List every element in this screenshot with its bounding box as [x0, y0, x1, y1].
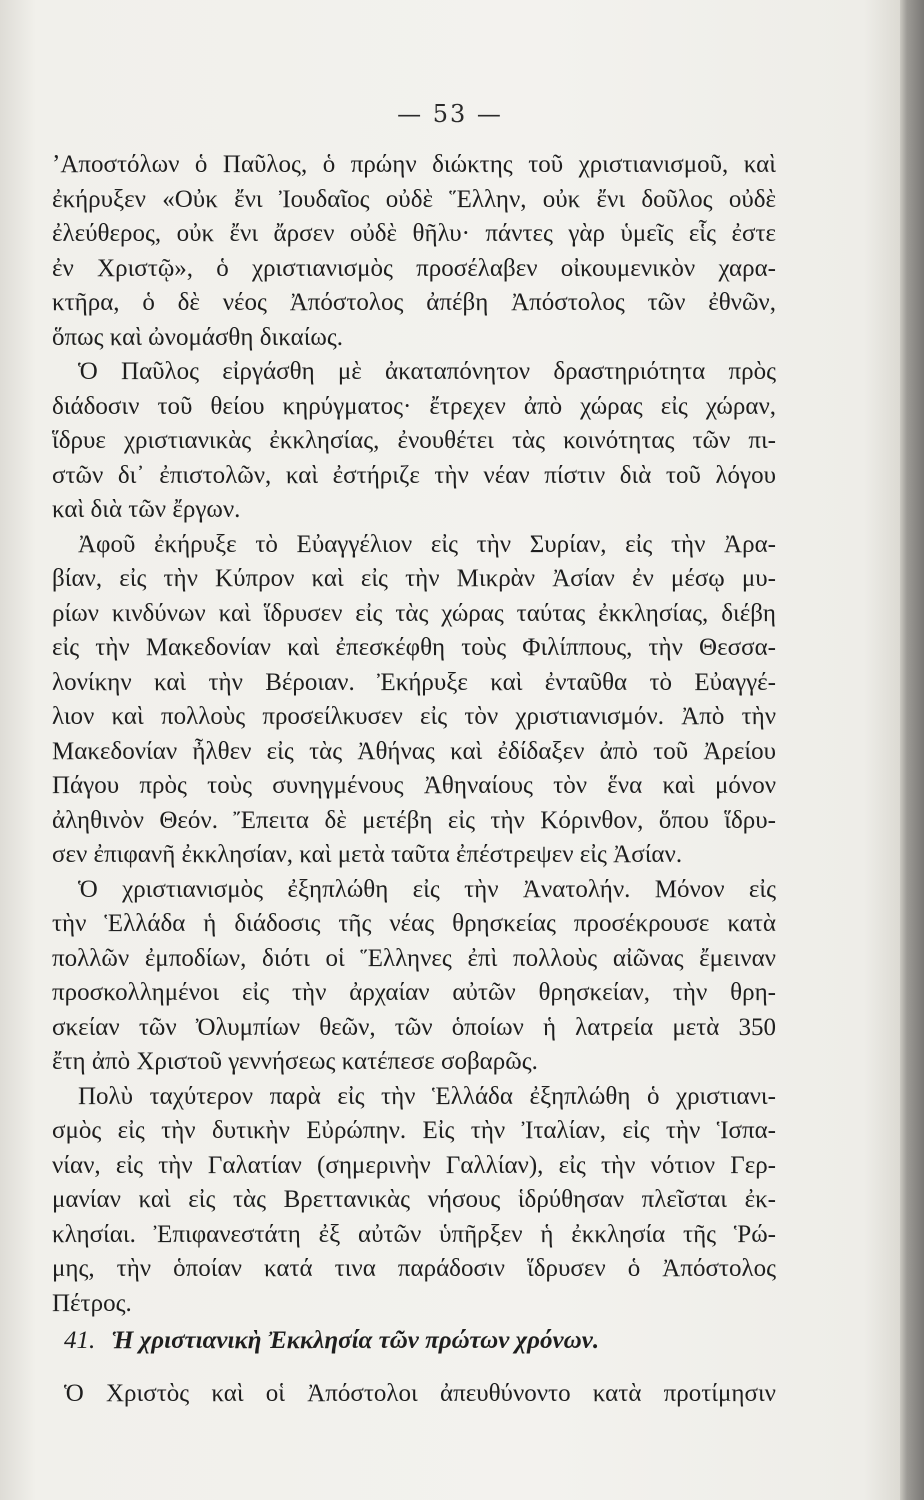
text-line: βίαν, εἰς τὴν Κύπρον καὶ εἰς τὴν Μικρὰν Ἀσίαν ἐν μέσῳ μυ- — [52, 565, 776, 592]
text-line: πολλῶν ἐμποδίων, διότι οἱ Ἕλληνες ἐπὶ πολλοὺς αἰῶνας ἔμειναν — [52, 944, 776, 972]
text-line: ὅπως καὶ ὠνομάσθη δικαίως. — [52, 323, 344, 351]
text-line: νίαν, εἰς τὴν Γαλατίαν (σημερινὴν Γαλλίαν), εἰς τὴν νότιον Γερ- — [52, 1151, 776, 1179]
text-line: Πάγου πρὸς τοὺς συνηγμένους Ἀθηναίους τὸν ἕνα καὶ μόνον — [52, 772, 776, 799]
text-line: ρίων κινδύνων καὶ ἵδρυσεν εἰς τὰς χώρας ταύτας ἐκκλησίας, διέβη — [52, 599, 776, 627]
page-edge — [900, 0, 924, 1500]
section-title: Ἡ χριστιανικὴ Ἐκκλησία τῶν πρώτων χρόνων. — [111, 1327, 600, 1354]
page-number: — 53 — — [397, 100, 503, 128]
section-heading — [64, 1327, 776, 1355]
text-line: εἰς τὴν Μακεδονίαν καὶ ἐπεσκέφθη τοὺς Φιλίππους, τὴν Θεσσα- — [52, 634, 776, 661]
text-line: ἐν Χριστῷ», ὁ χριστιανισμὸς προσέλαβεν οἰκουμενικὸν χαρα- — [52, 254, 776, 282]
text-line: μης, τὴν ὁποίαν κατά τινα παράδοσιν ἵδρυσεν ὁ Ἀπόστολος — [52, 1255, 776, 1282]
text-line: λιον καὶ πολλοὺς προσείλκυσεν εἰς τὸν χριστιανισμόν. Ἀπὸ τὴν — [52, 703, 776, 730]
text-line: Ὁ Παῦλος εἰργάσθη μὲ ἀκαταπόνητον δραστηριότητα πρὸς — [78, 358, 776, 385]
text-line: κτῆρα, ὁ δὲ νέος Ἀπόστολος ἀπέβη Ἀπόστολος τῶν ἐθνῶν, — [52, 289, 776, 316]
text-line: στῶν δι᾽ ἐπιστολῶν, καὶ ἐστήριζε τὴν νέαν πίστιν διὰ τοῦ λόγου — [52, 461, 776, 489]
text-line: Πολὺ ταχύτερον παρὰ εἰς τὴν Ἑλλάδα ἐξηπλώθη ὁ χριστιανι- — [78, 1082, 776, 1110]
text-line: σκείαν τῶν Ὀλυμπίων θεῶν, τῶν ὁποίων ἡ λατρεία μετὰ 350 — [52, 1013, 776, 1041]
text-line: τὴν Ἑλλάδα ἡ διάδοσις τῆς νέας θρησκείας προσέκρουσε κατὰ — [52, 910, 776, 937]
text-line: Ὁ χριστιανισμὸς ἐξηπλώθη εἰς τὴν Ἀνατολήν. Μόνον εἰς — [78, 875, 776, 903]
text-line: κλησίαι. Ἐπιφανεστάτη ἐξ αὐτῶν ὑπῆρξεν ἡ ἐκκλησία τῆς Ῥώ- — [52, 1220, 776, 1248]
text-line: Ἀφοῦ ἐκήρυξε τὸ Εὐαγγέλιον εἰς τὴν Συρίαν, εἰς τὴν Ἀρα- — [78, 530, 776, 558]
text-line: ἵδρυε χριστιανικὰς ἐκκλησίας, ἐνουθέτει τὰς κοινότητας τῶν πι- — [52, 427, 776, 454]
text-line: Ὁ Χριστὸς καὶ οἱ Ἀπόστολοι ἀπευθύνοντο κατὰ προτίμησιν — [64, 1380, 776, 1407]
text-line: ἀληθινὸν Θεόν. Ἔπειτα δὲ μετέβη εἰς τὴν Κόρινθον, ὅπου ἵδρυ- — [52, 806, 776, 834]
text-line: ʼΑποστόλων ὁ Παῦλος, ὁ πρώην διώκτης τοῦ χριστιανισμοῦ, καὶ — [52, 151, 776, 178]
text-line: ἐλεύθερος, οὐκ ἔνι ἄρσεν οὐδὲ θῆλυ· πάντες γὰρ ὑμεῖς εἷς ἐστε — [52, 220, 776, 247]
text-line: μανίαν καὶ εἰς τὰς Βρεττανικὰς νήσους ἱδρύθησαν πλεῖσται ἐκ- — [52, 1186, 776, 1213]
body-text — [52, 148, 776, 1321]
text-line: προσκολλημένοι εἰς τὴν ἀρχαίαν αὐτῶν θρησκείαν, τὴν θρη- — [52, 979, 776, 1006]
text-line: καὶ διὰ τῶν ἔργων. — [52, 496, 241, 523]
text-line: ἔτη ἀπὸ Χριστοῦ γεννήσεως κατέπεσε σοβαρῶς. — [52, 1048, 538, 1075]
text-line: σεν ἐπιφανῆ ἐκκλησίαν, καὶ μετὰ ταῦτα ἐπέστρεψεν εἰς Ἀσίαν. — [52, 841, 683, 868]
text-line: διάδοσιν τοῦ θείου κηρύγματος· ἔτρεχεν ἀπὸ χώρας εἰς χώραν, — [52, 392, 776, 420]
text-line: λονίκην καὶ τὴν Βέροιαν. Ἐκήρυξε καὶ ἐνταῦθα τὸ Εὐαγγέ- — [52, 668, 776, 696]
text-line: ἐκήρυξεν «Οὐκ ἔνι Ἰουδαῖος οὐδὲ Ἕλλην, οὐκ ἔνι δοῦλος οὐδὲ — [52, 185, 776, 213]
text-line: Πέτρος. — [52, 1289, 132, 1317]
text-line: Μακεδονίαν ἦλθεν εἰς τὰς Ἀθήνας καὶ ἐδίδαξεν ἀπὸ τοῦ Ἀρείου — [52, 737, 776, 765]
text-line: σμὸς εἰς τὴν δυτικὴν Εὐρώπην. Εἰς τὴν Ἰταλίαν, εἰς τὴν Ἱσπα- — [52, 1117, 776, 1144]
section-number: 41. — [64, 1327, 96, 1354]
